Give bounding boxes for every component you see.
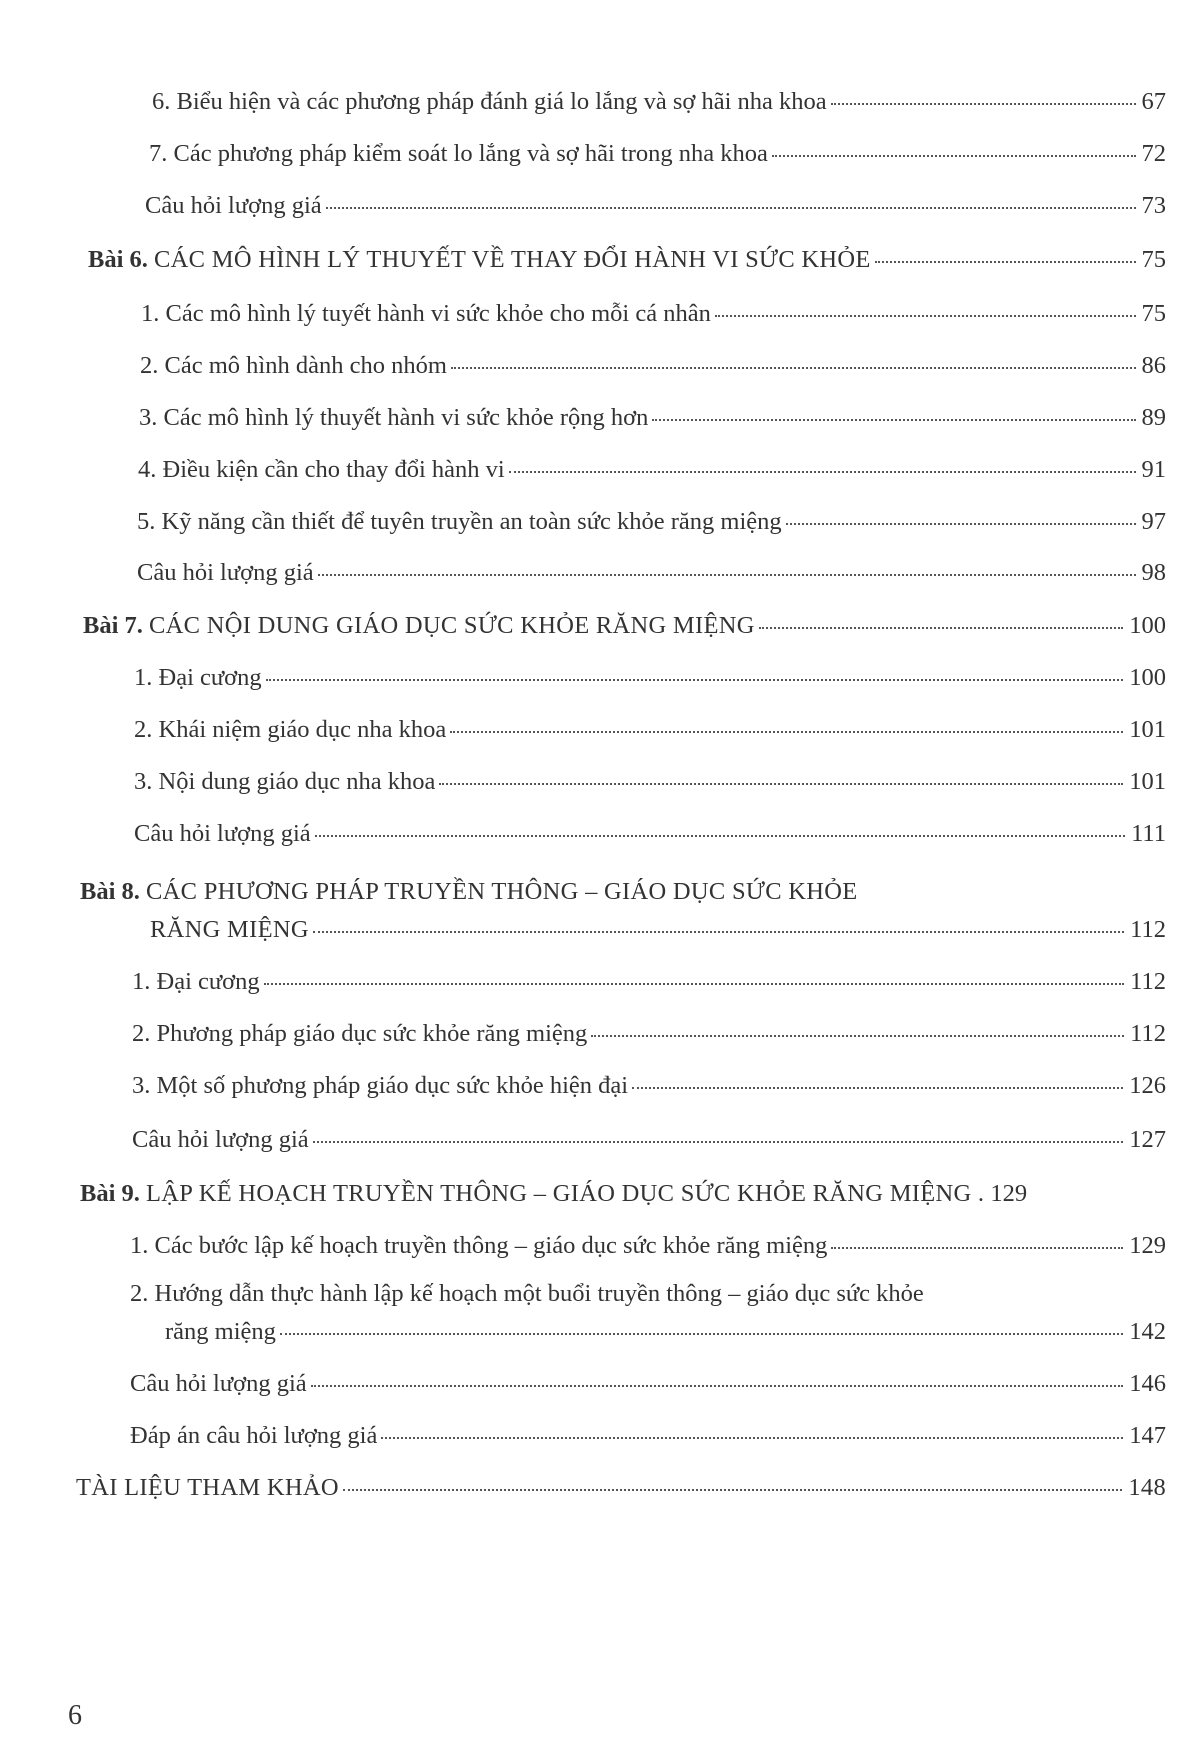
dot-leader [311, 1385, 1124, 1387]
chapter-prefix: Bài 6. [88, 246, 148, 273]
toc-entry [132, 1124, 1166, 1156]
toc-entry-title: TÀI LIỆU THAM KHẢO [76, 1474, 339, 1501]
toc-entry-page: 127 [1129, 1126, 1166, 1153]
toc-entry [137, 506, 1166, 538]
dot-leader [381, 1437, 1123, 1439]
toc-entry-title: 3. Các mô hình lý thuyết hành vi sức khỏe rộng hơn [139, 404, 649, 431]
toc-entry-page: 91 [1141, 456, 1166, 483]
toc-chapter-line-1 [80, 876, 858, 908]
toc-entry-title: Câu hỏi lượng giá [134, 820, 311, 847]
toc-entry-page: 72 [1141, 140, 1166, 167]
dot-leader [315, 835, 1125, 837]
dot-leader [439, 783, 1123, 785]
dot-leader [715, 315, 1136, 317]
chapter-prefix: Bài 8. [80, 878, 140, 905]
toc-entry-title: 1. Đại cương [134, 664, 262, 691]
dot-leader [786, 523, 1136, 525]
dot-leader [772, 155, 1136, 157]
toc-entry-title: 1. Các bước lập kế hoạch truyền thông – giáo dục sức khỏe răng miệng [130, 1232, 828, 1259]
toc-entry-title: 5. Kỹ năng cần thiết để tuyên truyền an toàn sức khỏe răng miệng [137, 508, 782, 535]
toc-entry-page: 142 [1129, 1318, 1166, 1345]
toc-entry-page: 112 [1130, 968, 1166, 995]
chapter-prefix: Bài 7. [83, 612, 143, 639]
dot-leader [326, 207, 1136, 209]
toc-entry-title: 3. Nội dung giáo dục nha khoa [134, 768, 436, 795]
toc-entry-page: 100 [1129, 612, 1166, 639]
toc-entry [130, 1420, 1166, 1452]
dot-leader [313, 1141, 1124, 1143]
toc-entry-page: 101 [1129, 716, 1166, 743]
toc-entry [132, 1070, 1166, 1102]
toc-entry-title: 4. Điều kiện cần cho thay đổi hành vi [138, 456, 505, 483]
toc-entry-page: 75 [1141, 300, 1166, 327]
toc-chapter-title: CÁC PHƯƠNG PHÁP TRUYỀN THÔNG – GIÁO DỤC SỨC KHỎE [146, 878, 858, 905]
toc-entry [141, 298, 1166, 330]
toc-chapter-title: CÁC MÔ HÌNH LÝ THUYẾT VỀ THAY ĐỔI HÀNH VI SỨC KHỎE [154, 246, 871, 273]
toc-entry [138, 454, 1166, 486]
toc-entry-page: 73 [1141, 192, 1166, 219]
toc-entry [145, 190, 1166, 222]
toc-entry-page: 89 [1141, 404, 1166, 431]
toc-entry-line-1: 2. Hướng dẫn thực hành lập kế hoạch một buổi truyền thông – giáo dục sức khỏe [130, 1280, 924, 1307]
dot-leader [831, 1247, 1123, 1249]
toc-entry [137, 557, 1166, 589]
toc-chapter-title: LẬP KẾ HOẠCH TRUYỀN THÔNG – GIÁO DỤC SỨC KHỎE RĂNG MIỆNG . [146, 1180, 985, 1207]
toc-entry-references [76, 1472, 1166, 1504]
toc-entry-title: 1. Đại cương [132, 968, 260, 995]
toc-entry-line-2 [165, 1316, 1166, 1348]
dot-leader [451, 367, 1136, 369]
dot-leader [264, 983, 1125, 985]
toc-entry [130, 1368, 1166, 1400]
toc-entry-page: 98 [1141, 559, 1166, 586]
toc-entry-title: Câu hỏi lượng giá [132, 1126, 309, 1153]
toc-entry-title: Câu hỏi lượng giá [130, 1370, 307, 1397]
toc-entry-title: Câu hỏi lượng giá [145, 192, 322, 219]
toc-chapter [83, 610, 1166, 642]
toc-entry-title: 2. Khái niệm giáo dục nha khoa [134, 716, 447, 743]
toc-entry-page: 100 [1129, 664, 1166, 691]
dot-leader [343, 1489, 1123, 1491]
toc-entry-page: 146 [1129, 1370, 1166, 1397]
toc-entry-page: 67 [1141, 88, 1166, 115]
dot-leader [831, 103, 1136, 105]
dot-leader [318, 574, 1136, 576]
toc-entry [140, 350, 1166, 382]
toc-entry-page: 97 [1141, 508, 1166, 535]
page-number: 6 [68, 1700, 82, 1731]
toc-entry-page: 112 [1130, 1020, 1166, 1047]
toc-entry-title: 1. Các mô hình lý tuyết hành vi sức khỏe cho mỗi cá nhân [141, 300, 711, 327]
toc-entry-title-cont: răng miệng [165, 1318, 276, 1345]
toc-entry-page: 86 [1141, 352, 1166, 379]
toc-entry-page: 75 [1141, 246, 1166, 273]
toc-entry [149, 138, 1166, 170]
dot-leader [632, 1087, 1123, 1089]
chapter-prefix: Bài 9. [80, 1180, 140, 1207]
dot-leader [313, 931, 1124, 933]
toc-entry-title: Đáp án câu hỏi lượng giá [130, 1422, 378, 1449]
dot-leader [591, 1035, 1124, 1037]
toc-entry [134, 714, 1166, 746]
toc-entry [132, 1018, 1166, 1050]
toc-entry [139, 402, 1166, 434]
toc-chapter-title-cont: RĂNG MIỆNG [150, 916, 309, 943]
toc-entry-title: 3. Một số phương pháp giáo dục sức khỏe hiện đại [132, 1072, 629, 1099]
toc-entry-title: 7. Các phương pháp kiểm soát lo lắng và sợ hãi trong nha khoa [149, 140, 768, 167]
toc-chapter [88, 244, 1166, 276]
toc-entry [130, 1230, 1166, 1262]
toc-entry-page: 147 [1129, 1422, 1166, 1449]
dot-leader [652, 419, 1135, 421]
toc-entry [134, 766, 1166, 798]
toc-entry-title: 6. Biểu hiện và các phương pháp đánh giá lo lắng và sợ hãi nha khoa [152, 88, 827, 115]
toc-entry-page: 111 [1131, 820, 1166, 847]
toc-entry-page: 129 [990, 1180, 1028, 1207]
dot-leader [875, 261, 1136, 263]
toc-entry-page: 148 [1128, 1474, 1166, 1501]
toc-entry [134, 818, 1166, 850]
toc-chapter [80, 1178, 1166, 1210]
toc-entry-page: 129 [1129, 1232, 1166, 1259]
toc-entry [152, 86, 1166, 118]
toc-entry-title: 2. Các mô hình dành cho nhóm [140, 352, 447, 379]
dot-leader [450, 731, 1123, 733]
toc-entry-title: 2. Phương pháp giáo dục sức khỏe răng miệng [132, 1020, 588, 1047]
toc-entry [134, 662, 1166, 694]
dot-leader [280, 1333, 1123, 1335]
dot-leader [509, 471, 1136, 473]
toc-chapter-line-2 [150, 914, 1166, 946]
toc-entry [132, 966, 1166, 998]
toc-chapter-title: CÁC NỘI DUNG GIÁO DỤC SỨC KHỎE RĂNG MIỆNG [149, 612, 755, 639]
toc-entry-page: 126 [1129, 1072, 1166, 1099]
toc-entry-title: Câu hỏi lượng giá [137, 559, 314, 586]
toc-entry-page: 101 [1129, 768, 1166, 795]
dot-leader [266, 679, 1124, 681]
dot-leader [759, 627, 1124, 629]
toc-entry-page: 112 [1130, 916, 1166, 943]
